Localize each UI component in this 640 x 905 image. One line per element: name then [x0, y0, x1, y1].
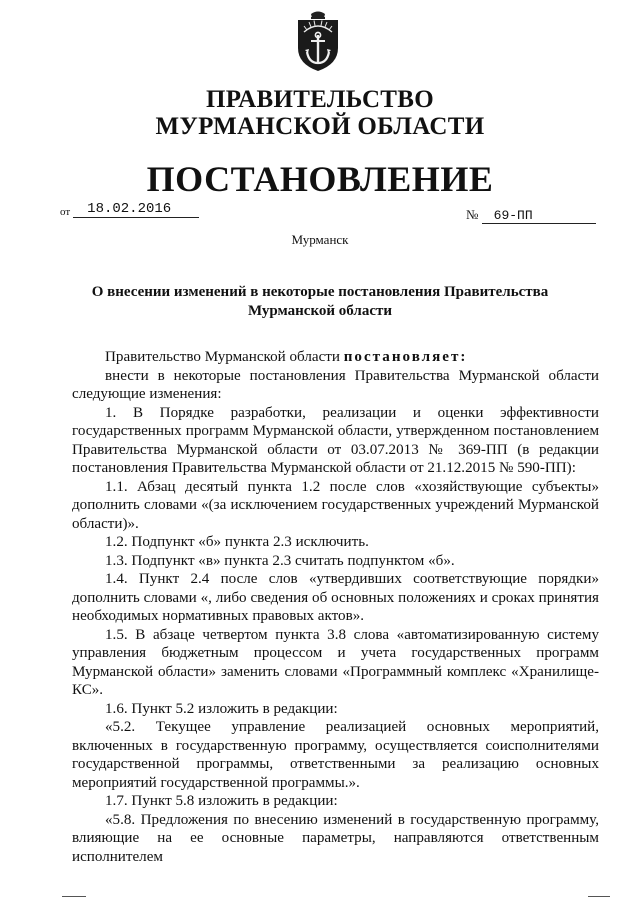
- body-paragraph: 1.3. Подпункт «в» пункта 2.3 считать подпунктом «б».: [105, 552, 455, 569]
- body-paragraph: 1.5. В абзаце четвертом пункта 3.8 слова «автоматизированную систему управления бюджетным процессом и учета государственных программ Мурманской области» заменить словами «Программный комплекс «Хранилище-КС».: [72, 626, 599, 698]
- date-value: 18.02.2016: [73, 201, 199, 218]
- number-label: №: [466, 207, 479, 222]
- number-field: [466, 207, 596, 224]
- body-paragraph: «5.8. Предложения по внесению изменений в государственную программу, влияющие на ее основные параметры, направляются ответственным исполнителем: [72, 811, 599, 865]
- subject-line1: О внесении изменений в некоторые постановления Правительства: [91, 284, 549, 300]
- body-paragraph: 1.7. Пункт 5.8 изложить в редакции:: [105, 793, 338, 809]
- number-value: 69-ПП: [482, 208, 596, 224]
- government-title-line2: МУРМАНСКОЙ ОБЛАСТИ: [155, 113, 485, 140]
- body-paragraph: 1.4. Пункт 2.4 после слов «утвердивших соответствующие порядки» дополнить словами «, либо сведения об основных положениях и сроках принятия необходимых нормативных правовых актов».: [72, 571, 599, 624]
- document-type-title: ПОСТАНОВЛЕНИЕ: [146, 159, 494, 199]
- body-paragraph: 1. В Порядке разработки, реализации и оценки эффективности государственных программ Мурманской области, утвержденном постановлением Правительства Мурманской области от 03.07.2013 № 369-ПП (в редакции постановления Правительства Мурманской области от 21.12.2015 № 590-ПП):: [72, 404, 599, 476]
- date-label: от: [60, 206, 71, 218]
- body-paragraph: 1.1. Абзац десятый пункта 1.2 после слов «хозяйствующие субъекты» дополнить словами «(за исключением государственных учреждений Мурманской области)».: [72, 478, 599, 532]
- footer-mark-right: [588, 896, 610, 897]
- body-paragraph: 1.6. Пункт 5.2 изложить в редакции:: [105, 700, 338, 717]
- subject-line2: Мурманской области: [247, 303, 393, 319]
- document-body: [72, 348, 599, 866]
- intro-paragraph: [72, 348, 599, 367]
- footer-mark-left: [62, 896, 86, 897]
- body-paragraph: 1.2. Подпункт «б» пункта 2.3 исключить.: [105, 534, 369, 550]
- city-name: Мурманск: [291, 232, 349, 247]
- date-field: [60, 201, 199, 218]
- government-title-line1: ПРАВИТЕЛЬСТВО: [206, 86, 434, 113]
- body-paragraph: «5.2. Текущее управление реализацией основных мероприятий, включенных в государственную программу, осуществляется соисполнителями государственной программы, ответственными за реализацию основных мероприятий государственной программы.».: [72, 719, 599, 791]
- document-subject: [90, 283, 550, 321]
- coat-of-arms-icon: [293, 10, 343, 72]
- intro-text: Правительство Мурманской области: [105, 349, 344, 365]
- intro-verb: постановляет:: [343, 349, 468, 365]
- body-paragraph: внести в некоторые постановления Правительства Мурманской области следующие изменения:: [72, 367, 599, 402]
